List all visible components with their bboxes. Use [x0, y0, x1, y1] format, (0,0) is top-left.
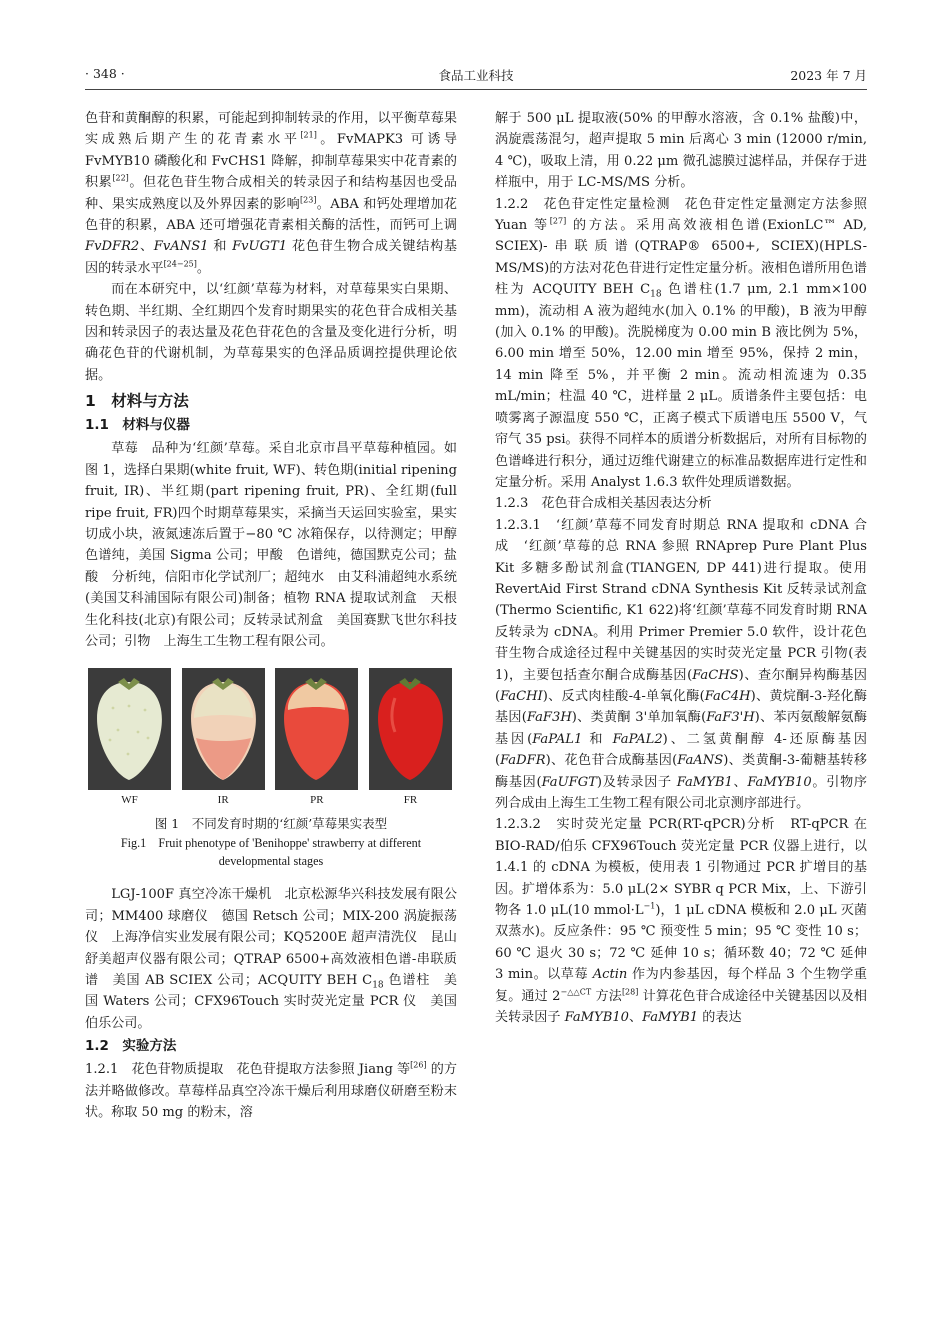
paragraph: 草莓 品种为‘红颜’草莓。采自北京市昌平草莓种植园。如图 1，选择白果期(white fruit, WF)、转色期(initial ripening fruit, IR)、半红期(part ripening fruit, PR)、全红期(full ripe fruit, FR)四个时期草莓果实，采摘当天运回实验室，果实切成小块，液氮速冻后置于−80 ℃ 冰箱保存，以待测定；甲醇 色谱纯，美国 Sigma 公司；甲酸 色谱纯，德国默克公司；盐酸 分析纯，信阳市化学试剂厂；超纯水 由艾科浦超纯水系统(美国艾科浦国际有限公司)制备；植物 RNA 提取试剂盒 天根生化科技(北京)有限公司；反转录试剂盒 美国赛默飞世尔科技公司；引物 上海生工生物工程有限公司。 — [85, 441, 471, 649]
paragraph: 而在本研究中，以‘红颜’草莓为材料，对草莓果实白果期、转色期、半红期、全红期四个发育时期果实的花色苷合成相关基因和转录因子的表达量及花色苷花色的含量及变化进行分析，明确花色苷的代谢机制，为草莓果实的色泽品质调控提供理论依据。 — [85, 282, 457, 383]
photo-initial-ripening — [182, 668, 265, 790]
photo-full-ripe — [369, 668, 452, 790]
header-rule — [85, 89, 867, 90]
journal-name: 食品工业科技 — [438, 68, 514, 83]
paragraph: 1.2.3.1 ‘红颜’草莓不同发育时期总 RNA 提取和 cDNA 合成 ‘红颜’草莓的总 RNA 参照 RNAprep Pure Plant Plus Kit 多糖多酚试剂盒(TIANGEN, DP 441)进行提取。使用 RevertAid First Strand cDNA Synthesis Kit 反转录试剂盒(Thermo Scientific, K1 622)将‘红颜’草莓不同发育时期 RNA 反转录为 cDNA。利用 Primer Premier 5.0 软件，设计花色苷生物合成途径过程中关键基因的实时荧光定量 PCR 引物(表 1)，主要包括查尔酮合成酶基因(FaCHS)、查尔酮异构酶基因(FaCHI)、反式肉桂酸-4-单氧化酶(FaC4H)、黄烷酮-3-羟化酶基因(FaF3H)、类黄酮 3'单加氧酶(FaF3'H)、苯丙氨酸解氨酶基因(FaPAL1 和 FaPAL2)、二氢黄酮醇 4-还原酶基因(FaDFR)、花色苷合成酶基因(FaANS)、类黄酮-3-葡糖基转移酶基因(FaUFGT)及转录因子 FaMYB1、FaMYB10。引物序列合成由上海生工生物工程有限公司北京测序部进行。 — [495, 517, 868, 811]
section-heading: 1 材料与方法 — [85, 392, 189, 411]
label-fr: FR — [403, 794, 418, 807]
photo-white-fruit — [88, 668, 171, 790]
photo-part-ripening — [275, 668, 358, 790]
right-column — [495, 108, 867, 1028]
figure-caption-en: Fig.1 Fruit phenotype of 'Benihoppe' strawberry at different developmental stages — [120, 836, 422, 869]
paragraph: 1.2.3.2 实时荧光定量 PCR(RT-qPCR)分析 RT-qPCR 在 BIO-RAD/伯乐 CFX96Touch 荧光定量 PCR 仪器上进行，以 1.4.1 的 cDNA 为模板，使用表 1 引物通过 PCR 扩增目的基因。扩增体系为：5.0 μL(2× SYBR q PCR Mix，上、下游引物各 1.0 μL(10 $mmol\cdot L^{-1}$)，1 μL cDNA 模板和 2.0 μL 灭菌双蒸水)。反应条件：95 ℃ 预变性 5 min；95 ℃ 变性 10 s；60 ℃ 退火 30 s；72 ℃ 延伸 10 s；循环数 40；72 ℃ 延伸 3 min。以草莓 Actin 作为内参基因，每个样品 3 个生物学重复。通过 $2^{-\triangle\triangle CT}$ 方法[28] 计算花色苷合成途径中关键基因以及相关转录因子 FaMYB10、FaMYB1 的表达 — [495, 817, 868, 1026]
label-pr: PR — [310, 794, 324, 807]
subsection-heading: 1.2.3 花色苷合成相关基因表达分析 — [495, 496, 712, 512]
subsection-heading: 1.2 实验方法 — [85, 1038, 177, 1055]
figure-photos — [85, 668, 457, 790]
left-column — [85, 108, 471, 1123]
paragraph: 解于 500 μL 提取液(50% 的甲醇水溶液，含 0.1% 盐酸)中，涡旋震荡混匀，超声提取 5 min 后离心 3 min (12000 r/min, 4 ℃)，吸取上清，用 0.22 μm 微孔滤膜过滤样品，并保存于进样瓶中，用于 LC-MS/MS 分析。 — [495, 111, 867, 191]
issue-date: 2023 年 7 月 — [790, 68, 867, 83]
paragraph: LGJ-100F 真空冷冻干燥机 北京松源华兴科技发展有限公司；MM400 球磨仪 德国 Retsch 公司；MIX-200 涡旋振荡仪 上海净信实业发展有限公司；KQ5200E 超声清洗仪 昆山舒美超声仪器有限公司；QTRAP 6500+高效液相色谱-串联质谱 美国 AB SCIEX 公司；ACQUITY BEH $C_{18}$ 色谱柱 美国 Waters 公司；CFX96Touch 实时荧光定量 PCR 仪 美国伯乐公司。 — [85, 887, 457, 1031]
label-wf: WF — [121, 794, 138, 807]
label-ir: IR — [217, 794, 229, 807]
figure-labels — [85, 792, 457, 808]
figure-caption-cn: 图 1 不同发育时期的‘红颜’草莓果实表型 — [154, 816, 388, 832]
figure-1 — [85, 668, 457, 870]
paragraph: 1.2.2 花色苷定性定量检测 花色苷定性定量测定方法参照 Yuan 等[27] 的方法。采用高效液相色谱(ExionLC™ AD, SCIEX)-串联质谱(QTRAP® 6500+, SCIEX)(HPLS-MS/MS)的方法对花色苷进行定性定量分析。液相色谱所用色谱柱为 ACQUITY BEH $C_{18}$ 色谱柱(1.7 μm, 2.1 mm×100 mm)，流动相 A 液为超纯水(加入 0.1% 的甲酸)，B 液为甲醇(加入 0.1% 的甲酸)。洗脱梯度为 0.00 min B 液比例为 5%，6.00 min 增至 50%，12.00 min 增至 95%，保持 2 min，14 min 降至 5%，并平衡 2 min。流动相流速为 0.35 mL/min；柱温 40 ℃，进样量 2 μL。质谱条件主要包括：电喷雾离子源温度 550 ℃，正离子模式下质谱电压 5500 V，气帘气 35 psi。获得不同样本的质谱分析数据后，对所有目标物的色谱峰进行积分，通过迈维代谢建立的标准品数据库进行定性和定量分析。采用 Analyst 1.6.3 软件处理质谱数据。 — [495, 196, 868, 490]
running-header — [85, 66, 867, 86]
paragraph: 1.2.1 花色苷物质提取 花色苷提取方法参照 Jiang 等[26] 的方法并略做修改。草莓样品真空冷冻干燥后利用球磨仪研磨至粉末状。称取 50 mg 的粉末，溶 — [85, 1060, 457, 1120]
subsection-heading: 1.1 材料与仪器 — [85, 417, 190, 434]
paragraph: 色苷和黄酮醇的积累，可能起到抑制转录的作用，以平衡草莓果实成熟后期产生的花青素水平[21]。FvMAPK3 可诱导 FvMYB10 磷酸化和 FvCHS1 降解，抑制草莓果实中花青素的积累[22]。但花色苷生物合成相关的转录因子和结构基因也受品种、果实成熟度以及外界因素的影响[23]。ABA 和钙处理增加花色苷的积累，ABA 还可增强花青素相关酶的活性，而钙可上调 FvDFR2、FvANS1 和 FvUGT1 花色苷生物合成关键结构基因的转录水平[24−25]。 — [85, 111, 458, 276]
page-number: · 348 · — [85, 66, 125, 81]
